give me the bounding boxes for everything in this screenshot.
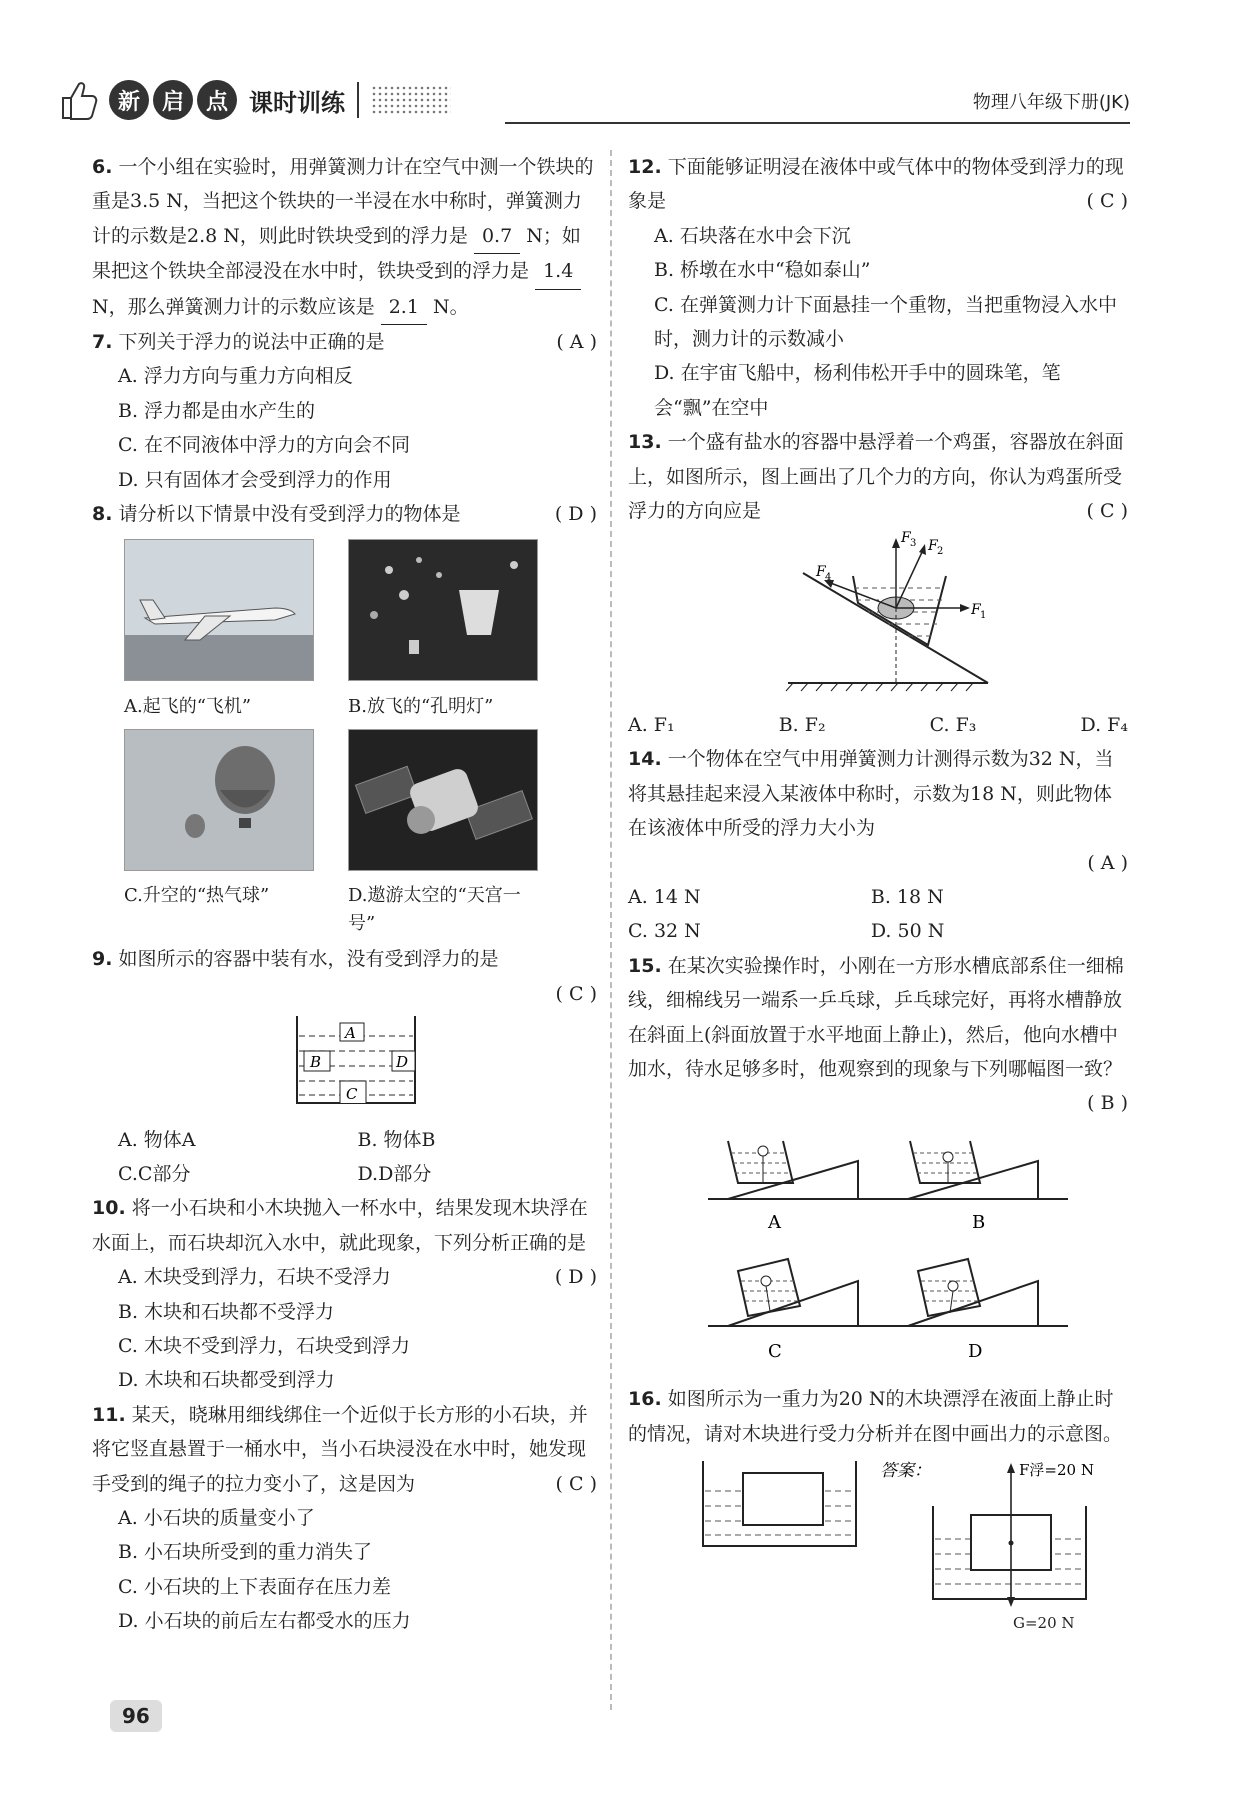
incline-force-diagram xyxy=(628,528,1128,696)
space-station-photo xyxy=(348,729,538,871)
force-subscript: 3 xyxy=(910,538,917,550)
sky-lantern-photo xyxy=(348,539,538,681)
gravity-label: G=20 N xyxy=(1013,1614,1075,1633)
question-text: 一个小组在实验时，用弹簧测力计在空气中测一个铁块的重是3.5 N，当把这个铁块的一半浸在水中称时，弹簧测力计的示数是2.8 N，则此时铁块受到的浮力是 xyxy=(92,156,594,247)
option-label: C xyxy=(768,1340,782,1362)
question-text: 如图所示的容器中装有水，没有受到浮力的是 xyxy=(118,948,499,971)
option: D. F₄ xyxy=(1080,713,1128,736)
option: B. 小石块所受到的重力消失了 xyxy=(118,1541,373,1564)
question-text: N。 xyxy=(432,295,469,318)
right-column xyxy=(628,150,1128,1640)
question-number: 10. xyxy=(92,1197,126,1220)
answer-choice: ( A ) xyxy=(1087,851,1128,874)
force-label: F xyxy=(928,538,938,555)
question-text: 下列关于浮力的说法中正确的是 xyxy=(118,331,385,354)
answer-line xyxy=(628,846,1128,880)
question-10 xyxy=(92,1191,597,1397)
brand-title: 课时训练 xyxy=(249,88,345,117)
question-6 xyxy=(92,150,597,325)
answer-line xyxy=(92,977,597,1011)
answer-blank: 2.1 xyxy=(381,290,427,325)
option: A. 物体A xyxy=(118,1128,196,1151)
force-subscript: 1 xyxy=(980,610,987,622)
question-12 xyxy=(628,150,1128,425)
image-option-b xyxy=(348,539,536,720)
question-number: 12. xyxy=(628,156,662,178)
object-label: B xyxy=(310,1053,322,1072)
question-number: 8. xyxy=(92,503,113,526)
option: B. 桥墩在水中“稳如泰山” xyxy=(654,259,871,282)
question-13 xyxy=(628,425,1128,742)
question-number: 6. xyxy=(92,156,113,178)
option: C. F₃ xyxy=(929,713,977,736)
answer-label: 答案： xyxy=(880,1460,931,1481)
answer-choice: ( C ) xyxy=(555,982,597,1005)
force-subscript: 2 xyxy=(937,546,944,558)
options-row xyxy=(628,708,1128,742)
question-number: 11. xyxy=(92,1403,126,1426)
answer-choice: ( C ) xyxy=(1086,190,1128,213)
question-16 xyxy=(628,1382,1128,1640)
option: A. 木块受到浮力，石块不受浮力 xyxy=(118,1266,391,1289)
hot-air-balloon-photo xyxy=(124,729,314,871)
question-number: 16. xyxy=(628,1388,662,1411)
page-number: 96 xyxy=(110,1700,162,1732)
option: C. 小石块的上下表面存在压力差 xyxy=(118,1575,391,1598)
option: D. 只有固体才会受到浮力的作用 xyxy=(118,468,392,491)
tank-option-c xyxy=(708,1259,888,1362)
brand-char: 启 xyxy=(153,80,193,120)
image-option-a xyxy=(124,539,312,720)
option: D. 50 N xyxy=(870,920,945,943)
option: C. 在不同液体中浮力的方向会不同 xyxy=(118,434,410,457)
question-7 xyxy=(92,325,597,497)
tank-option-a xyxy=(708,1141,888,1233)
container-diagram xyxy=(92,1011,597,1111)
header-rule xyxy=(505,122,1130,124)
option: A. 浮力方向与重力方向相反 xyxy=(118,365,353,388)
left-column xyxy=(92,150,597,1639)
image-caption: A.起飞的“飞机” xyxy=(124,695,252,717)
answer-choice: ( B ) xyxy=(1087,1092,1128,1115)
force-label: F xyxy=(971,602,981,619)
brand-char: 点 xyxy=(197,80,237,120)
option: A. F₁ xyxy=(628,713,675,736)
option: C. 木块不受到浮力，石块受到浮力 xyxy=(118,1334,410,1357)
object-label: A xyxy=(345,1024,356,1043)
option: A. 石块落在水中会下沉 xyxy=(654,224,851,247)
option: D. 小石块的前后左右都受水的压力 xyxy=(118,1610,411,1633)
option: A. 小石块的质量变小了 xyxy=(118,1506,315,1529)
question-text: 请分析以下情景中没有受到浮力的物体是 xyxy=(118,503,461,526)
brand-char: 新 xyxy=(109,80,149,120)
question-text: 一个物体在空气中用弹簧测力计测得示数为32 N，当将其悬挂起来浸入某液体中称时，示数为18 N，则此物体在该液体中所受的浮力大小为 xyxy=(628,748,1114,840)
options-row xyxy=(628,914,1128,948)
dot-pattern xyxy=(371,85,451,115)
options-row xyxy=(92,1123,597,1157)
option: B. 木块和石块都不受浮力 xyxy=(118,1300,335,1323)
option: B. 物体B xyxy=(357,1128,436,1151)
option-label: B xyxy=(972,1211,986,1233)
question-number: 13. xyxy=(628,431,662,454)
answer-choice: ( C ) xyxy=(1086,500,1128,523)
buoyant-force-label: F浮=20 N xyxy=(1019,1460,1094,1479)
tank-option-d xyxy=(888,1259,1068,1362)
force-label: F xyxy=(901,530,911,547)
image-row xyxy=(92,729,597,938)
tank-option-b xyxy=(888,1141,1068,1233)
question-number: 9. xyxy=(92,948,113,971)
answer-choice: ( C ) xyxy=(555,1472,597,1495)
thumbs-up-icon xyxy=(55,76,103,124)
option: B. F₂ xyxy=(778,713,826,736)
question-text: 一个盛有盐水的容器中悬浮着一个鸡蛋，容器放在斜面上，如图所示，图上画出了几个力的方向，你认为鸡蛋所受浮力的方向应是 xyxy=(628,431,1124,523)
question-14 xyxy=(628,742,1128,948)
object-label: D xyxy=(396,1053,409,1072)
column-divider xyxy=(610,150,612,1710)
floating-block-diagram xyxy=(628,1451,1128,1611)
airplane-photo xyxy=(124,539,314,681)
options-row xyxy=(628,880,1128,914)
image-caption: D.遨游太空的“天宫一号” xyxy=(348,885,521,935)
brand xyxy=(55,70,451,130)
image-caption: C.升空的“热气球” xyxy=(124,885,270,907)
option-label: D xyxy=(968,1340,983,1362)
option: B. 18 N xyxy=(870,885,944,908)
option: D. 在宇宙飞船中，杨利伟松开手中的圆珠笔，笔会“飘”在空中 xyxy=(654,362,1061,419)
question-text: N，那么弹簧测力计的示数应该是 xyxy=(92,295,375,318)
page-header xyxy=(55,70,1130,130)
option: B. 浮力都是由水产生的 xyxy=(118,399,316,422)
option-label: A xyxy=(768,1211,781,1233)
force-subscript: 4 xyxy=(825,572,832,584)
options-row xyxy=(92,1157,597,1191)
image-option-c xyxy=(124,729,312,938)
option: C.C部分 xyxy=(118,1162,191,1185)
tank-options-diagram xyxy=(628,1121,1128,1371)
option: C. 32 N xyxy=(628,920,701,943)
image-row xyxy=(92,539,597,720)
answer-choice: ( D ) xyxy=(554,503,597,526)
question-11 xyxy=(92,1398,597,1639)
option: A. 14 N xyxy=(628,885,701,908)
question-text: 如图所示为一重力为20 N的木块漂浮在液面上静止时的情况，请对木块进行受力分析并在图中画出力的示意图。 xyxy=(628,1388,1123,1445)
answer-blank: 0.7 xyxy=(474,219,520,254)
answer-choice: ( D ) xyxy=(554,1266,597,1289)
question-text: 将一小石块和小木块抛入一杯水中，结果发现木块浮在水面上，而石块却沉入水中，就此现象，下列分析正确的是 xyxy=(92,1197,588,1254)
image-option-d xyxy=(348,729,536,938)
option: D.D部分 xyxy=(357,1162,432,1185)
answer-blank: 1.4 xyxy=(535,254,581,289)
question-text: 某天，晓琳用细线绑住一个近似于长方形的小石块，并将它竖直悬置于一桶水中，当小石块浸没在水中时，她发现手受到的绳子的拉力变小了，这是因为 xyxy=(92,1403,588,1495)
question-9 xyxy=(92,942,597,1191)
image-caption: B.放飞的“孔明灯” xyxy=(348,695,494,717)
subject-label: 物理八年级下册(JK) xyxy=(972,92,1130,113)
force-label: F xyxy=(816,564,826,581)
question-text: 在某次实验操作时，小刚在一方形水槽底部系住一细棉线，细棉线另一端系一乒乓球，乒乓球完好，再将水槽静放在斜面上(斜面放置于水平地面上静止)，然后，他向水槽中加水，待水足够多时，他观察到的现象与下列哪幅图一致？ xyxy=(628,954,1124,1080)
question-15 xyxy=(628,949,1128,1382)
question-8 xyxy=(92,497,597,938)
option: C. 在弹簧测力计下面悬挂一个重物，当把重物浸入水中时，测力计的示数减小 xyxy=(654,293,1117,351)
object-label: C xyxy=(346,1085,358,1104)
question-text: N；如果把这个铁块全部浸没在水中时，铁块受到的浮力是 xyxy=(92,224,581,283)
question-number: 7. xyxy=(92,331,113,354)
question-text: 下面能够证明浸在液体中或气体中的物体受到浮力的现象是 xyxy=(628,156,1124,213)
option: D. 木块和石块都受到浮力 xyxy=(118,1369,335,1392)
question-number: 15. xyxy=(628,954,662,977)
question-number: 14. xyxy=(628,748,662,771)
answer-choice: ( A ) xyxy=(556,331,597,354)
brand-separator xyxy=(357,82,359,118)
